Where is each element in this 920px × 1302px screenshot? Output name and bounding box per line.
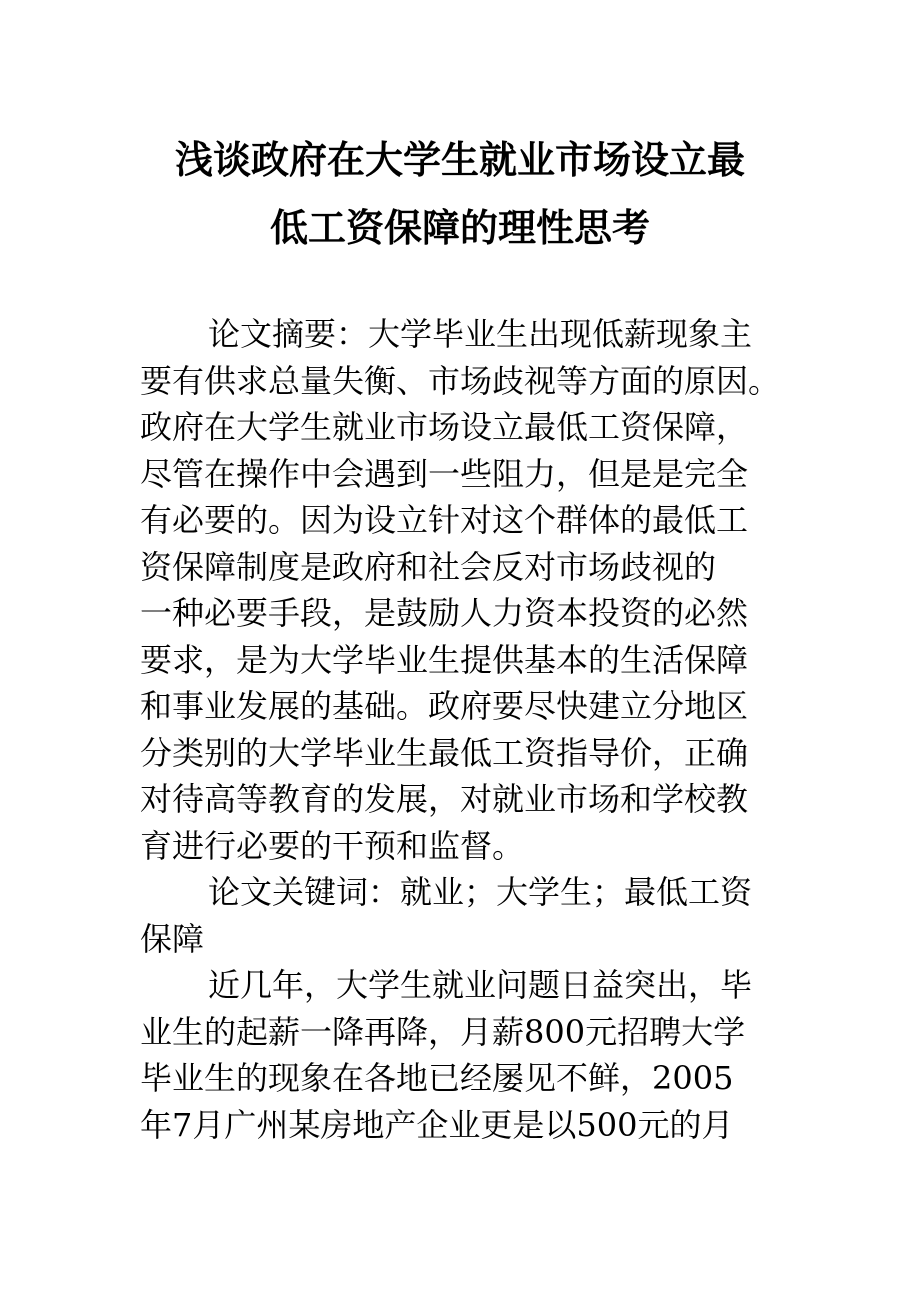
abstract-line: 政府在大学生就业市场设立最低工资保障， [140, 408, 749, 446]
keywords-line: 论文关键词：就业；大学生；最低工资 [208, 873, 753, 911]
paragraph-line: 毕业生的现象在各地已经屡见不鲜，2005 [140, 1059, 734, 1097]
document-title [0, 126, 920, 262]
abstract-line: 要求，是为大学毕业生提供基本的生活保障 [140, 640, 749, 679]
abstract-line: 分类别的大学毕业生最低工资指导价，正确 [140, 733, 749, 772]
abstract-line: 要有供求总量失衡、市场歧视等方面的原因。 [140, 361, 781, 400]
title-line-1: 浅谈政府在大学生就业市场设立最 [174, 137, 745, 182]
abstract-line: 资保障制度是政府和社会反对市场歧视的 [140, 547, 717, 586]
abstract-line: 论文摘要：大学毕业生出现低薪现象主 [208, 315, 753, 353]
abstract-line: 尽管在操作中会遇到一些阻力，但是是完全 [140, 454, 749, 493]
keywords-line: 保障 [140, 919, 205, 958]
paragraph-line: 业生的起薪一降再降，月薪800元招聘大学 [140, 1012, 746, 1051]
abstract-line: 育进行必要的干预和监督。 [140, 826, 525, 865]
abstract-line: 和事业发展的基础。政府要尽快建立分地区 [140, 687, 749, 725]
paragraph-line: 年7月广州某房地产企业更是以500元的月 [140, 1105, 734, 1144]
abstract-line: 对待高等教育的发展，对就业市场和学校教 [140, 780, 749, 818]
title-line-2: 低工资保障的理性思考 [269, 205, 650, 250]
abstract-line: 一种必要手段，是鼓励人力资本投资的必然 [140, 594, 749, 632]
paragraph-line: 近几年，大学生就业问题日益突出，毕 [208, 966, 753, 1004]
document-body [140, 311, 800, 1148]
abstract-line: 有必要的。因为设立针对这个群体的最低工 [140, 501, 749, 539]
